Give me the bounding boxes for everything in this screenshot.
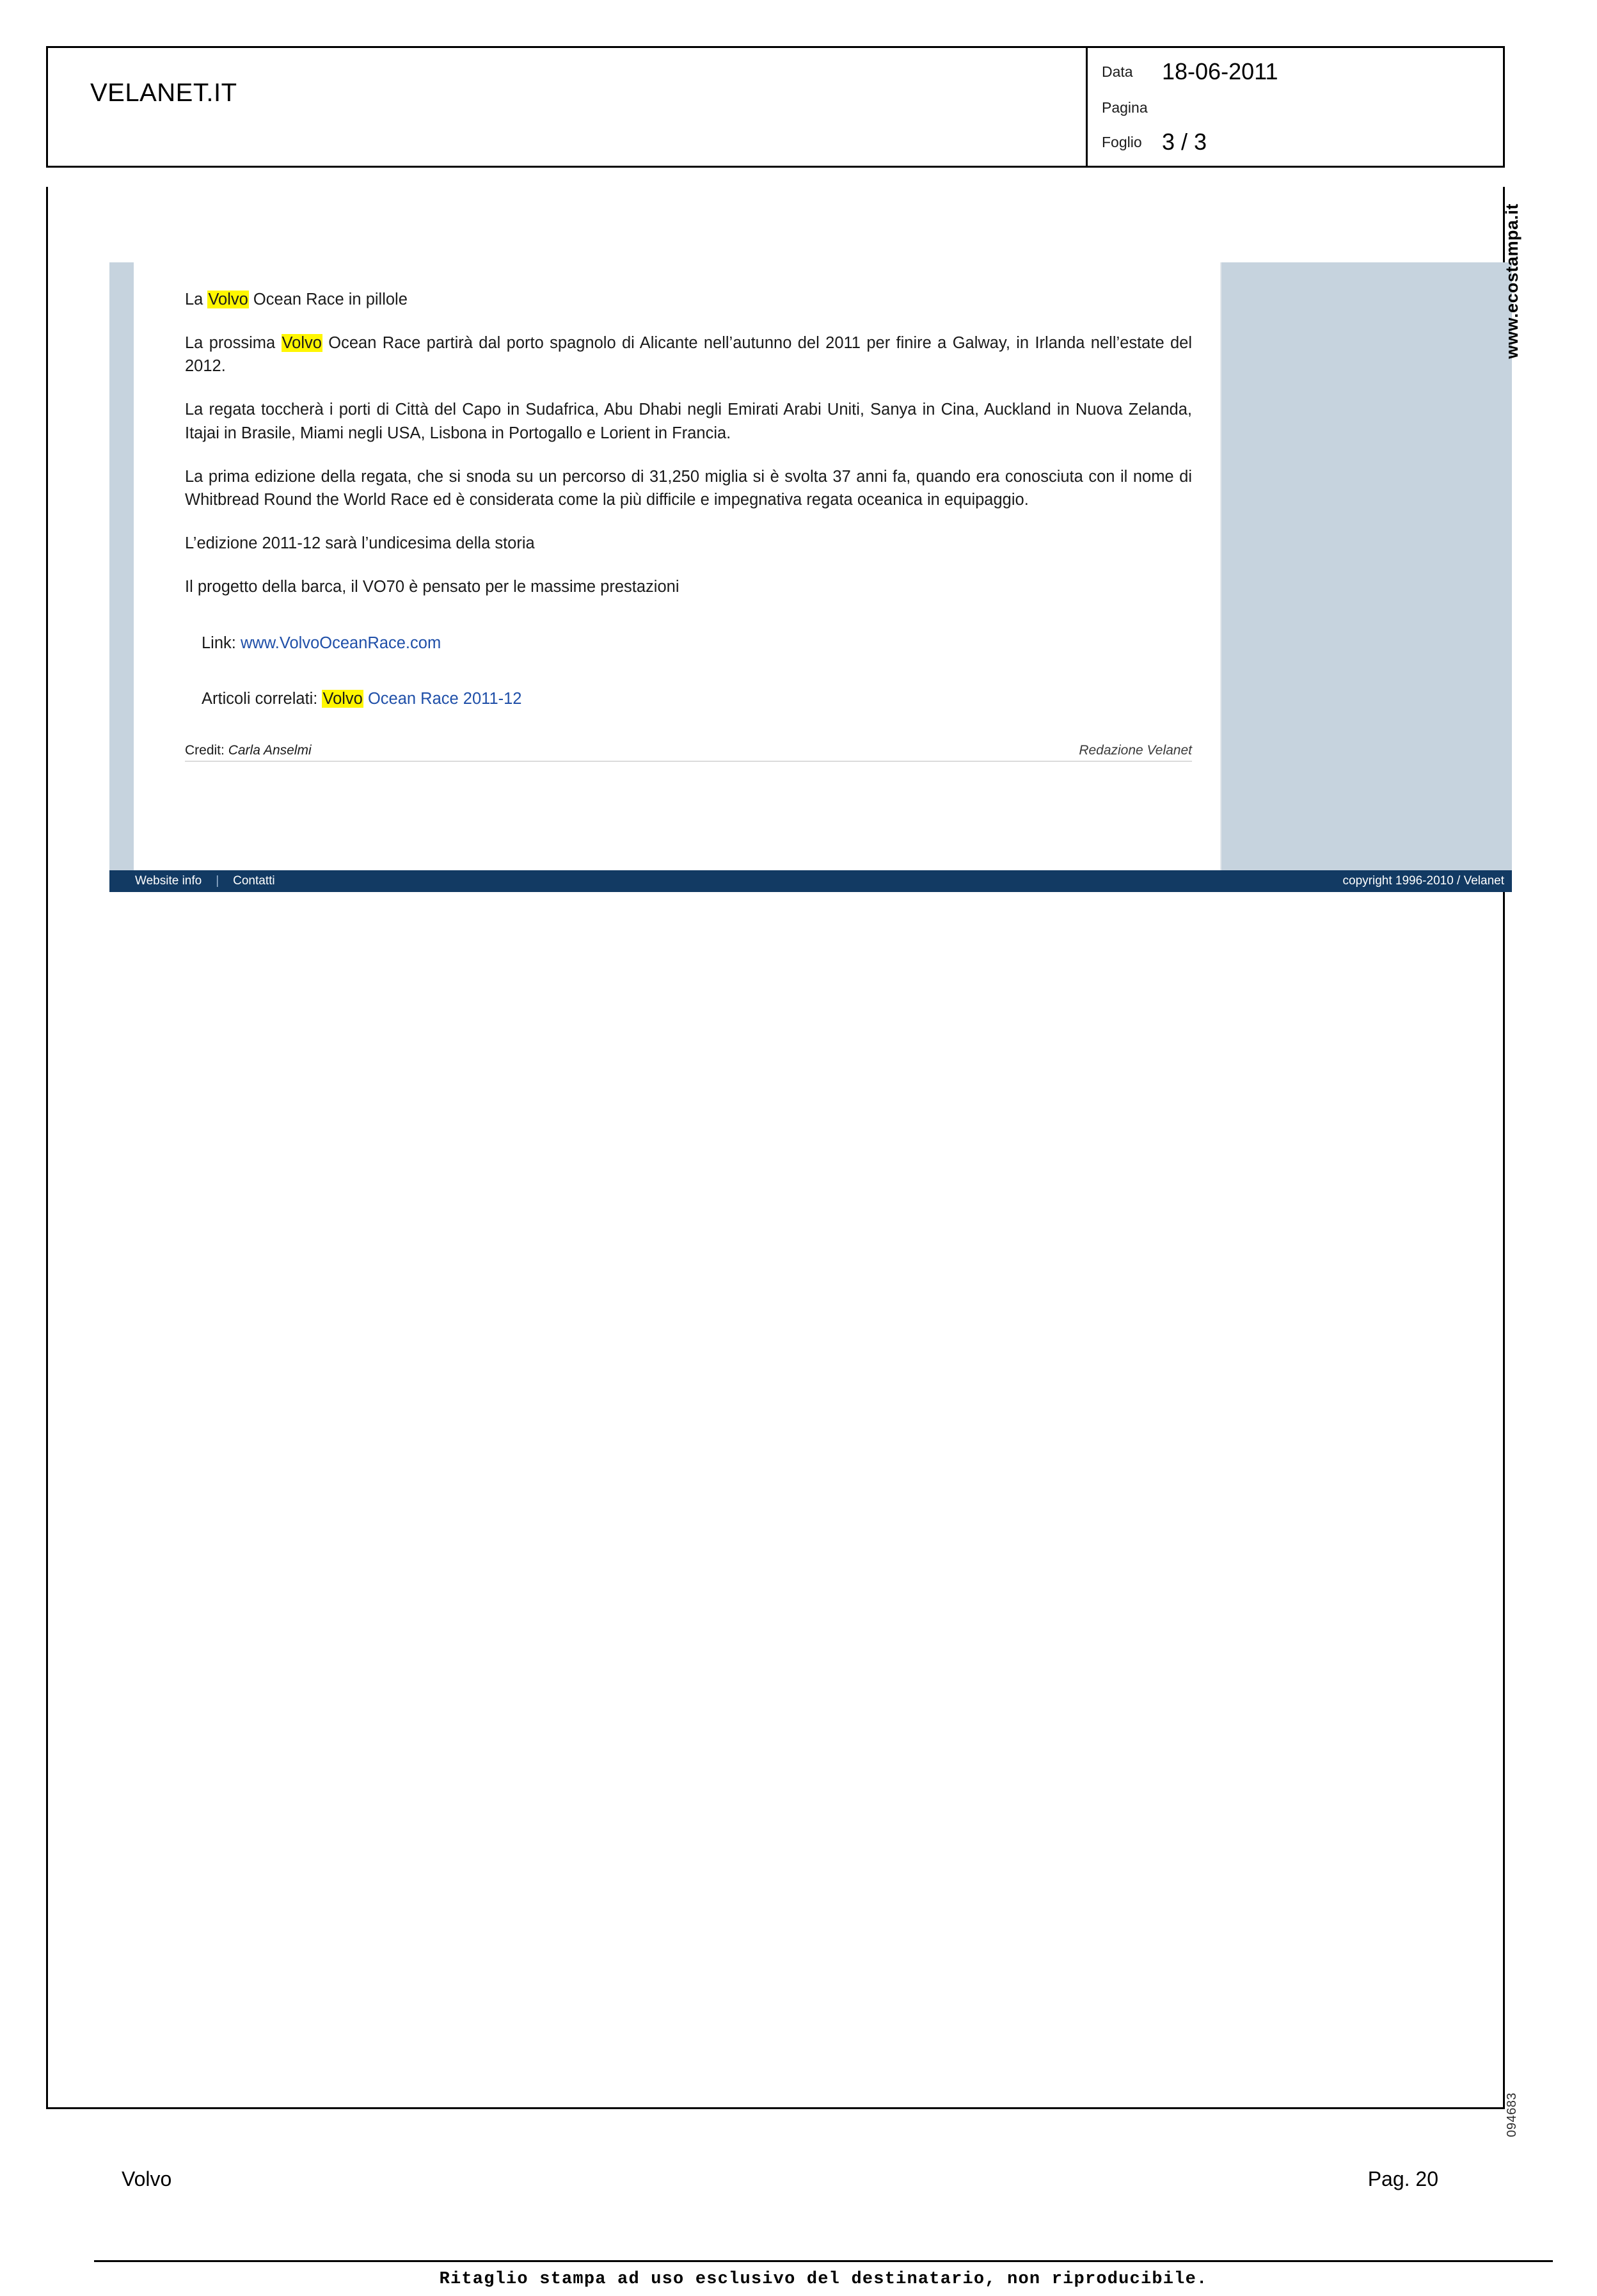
footer-page-number: Pag. 20 (1367, 2167, 1438, 2190)
site-footer-links (109, 874, 275, 888)
related-articles-row (202, 690, 1192, 708)
article-paragraph-4: La prima edizione della regata, che si snoda su un percorso di 31,250 miglia si è svolta 37 anni fa, quando era conosciuta con il nome di Whitbread Round the World Race ed è considerata come la più difficile e impegnativa regata oceanica in equipaggio. (185, 467, 1192, 509)
meta-value-foglio: 3 / 3 (1162, 129, 1207, 155)
meta-label-foglio: Foglio (1102, 133, 1142, 150)
para2-text-a: La prossima (185, 333, 282, 352)
article-paragraph-6: Il progetto della barca, il VO70 è pensato per le massime prestazioni (185, 577, 679, 596)
page-footer (46, 2163, 1505, 2195)
footer-topic: Volvo (122, 2167, 172, 2190)
footer-copyright: copyright 1996-2010 / Velanet (1342, 874, 1504, 888)
highlight-keyword: Volvo (322, 690, 363, 708)
highlight-keyword: Volvo (208, 291, 248, 308)
external-link-row (202, 634, 1192, 653)
para1-text-a: La (185, 291, 208, 308)
credit-left (185, 743, 312, 758)
site-footer-bar (109, 870, 1512, 892)
clipping-code: 094683 (1505, 2093, 1519, 2137)
link-label: Link: (202, 634, 236, 653)
header-meta-panel (1086, 48, 1503, 166)
meta-row-foglio (1088, 129, 1503, 155)
para1-text-b: Ocean Race in pillole (248, 291, 408, 308)
article-paragraph-3: La regata toccherà i porti di Città del Capo in Sudafrica, Abu Dhabi negli Emirati Arabi Uniti, Sanya in Cina, Auckland in Nuova Zelanda, Itajai in Brasile, Miami negli USA, Lisbona in Portogallo e Lorient in Francia. (185, 401, 1192, 442)
credit-author: Carla Anselmi (228, 743, 312, 758)
legal-notice-strip (94, 2260, 1553, 2296)
ecostampa-watermark-url: www.ecostampa.it (1502, 203, 1522, 359)
footer-link-contatti[interactable]: Contatti (233, 874, 275, 888)
para2-text-b: Ocean Race partirà dal porto spagnolo di Alicante nell’autunno del 2011 per finire a Galway, in Irlanda nell’estate del 2012. (185, 333, 1193, 376)
article-paragraph-1 (185, 288, 1192, 312)
page-right-band (1218, 262, 1512, 870)
meta-label-pagina: Pagina (1102, 99, 1148, 116)
related-label: Articoli correlati: (202, 690, 318, 708)
meta-value-data: 18-06-2011 (1162, 58, 1278, 84)
volvo-ocean-race-link[interactable]: www.VolvoOceanRace.com (240, 634, 441, 653)
footer-link-website-info[interactable]: Website info (135, 874, 202, 888)
legal-notice-text: Ritaglio stampa ad uso esclusivo del destinatario, non riproducibile. (439, 2269, 1208, 2289)
meta-label-data: Data (1102, 63, 1133, 80)
credit-label: Credit: (185, 743, 225, 758)
meta-row-data (1088, 58, 1503, 85)
credit-row (185, 743, 1192, 761)
article-paragraph-2 (185, 331, 1192, 378)
meta-row-pagina (1088, 94, 1503, 121)
footer-separator: | (216, 874, 219, 888)
clipped-webpage (65, 262, 1504, 1081)
credit-editor: Redazione Velanet (1079, 743, 1192, 758)
source-name: VELANET.IT (90, 79, 237, 107)
clipping-header (46, 46, 1505, 168)
related-article-link[interactable]: Ocean Race 2011-12 (363, 690, 522, 708)
article-body (134, 262, 1221, 870)
article-paragraph-5: L’edizione 2011-12 sarà l’undicesima della storia (185, 534, 535, 553)
highlight-keyword: Volvo (282, 333, 322, 352)
